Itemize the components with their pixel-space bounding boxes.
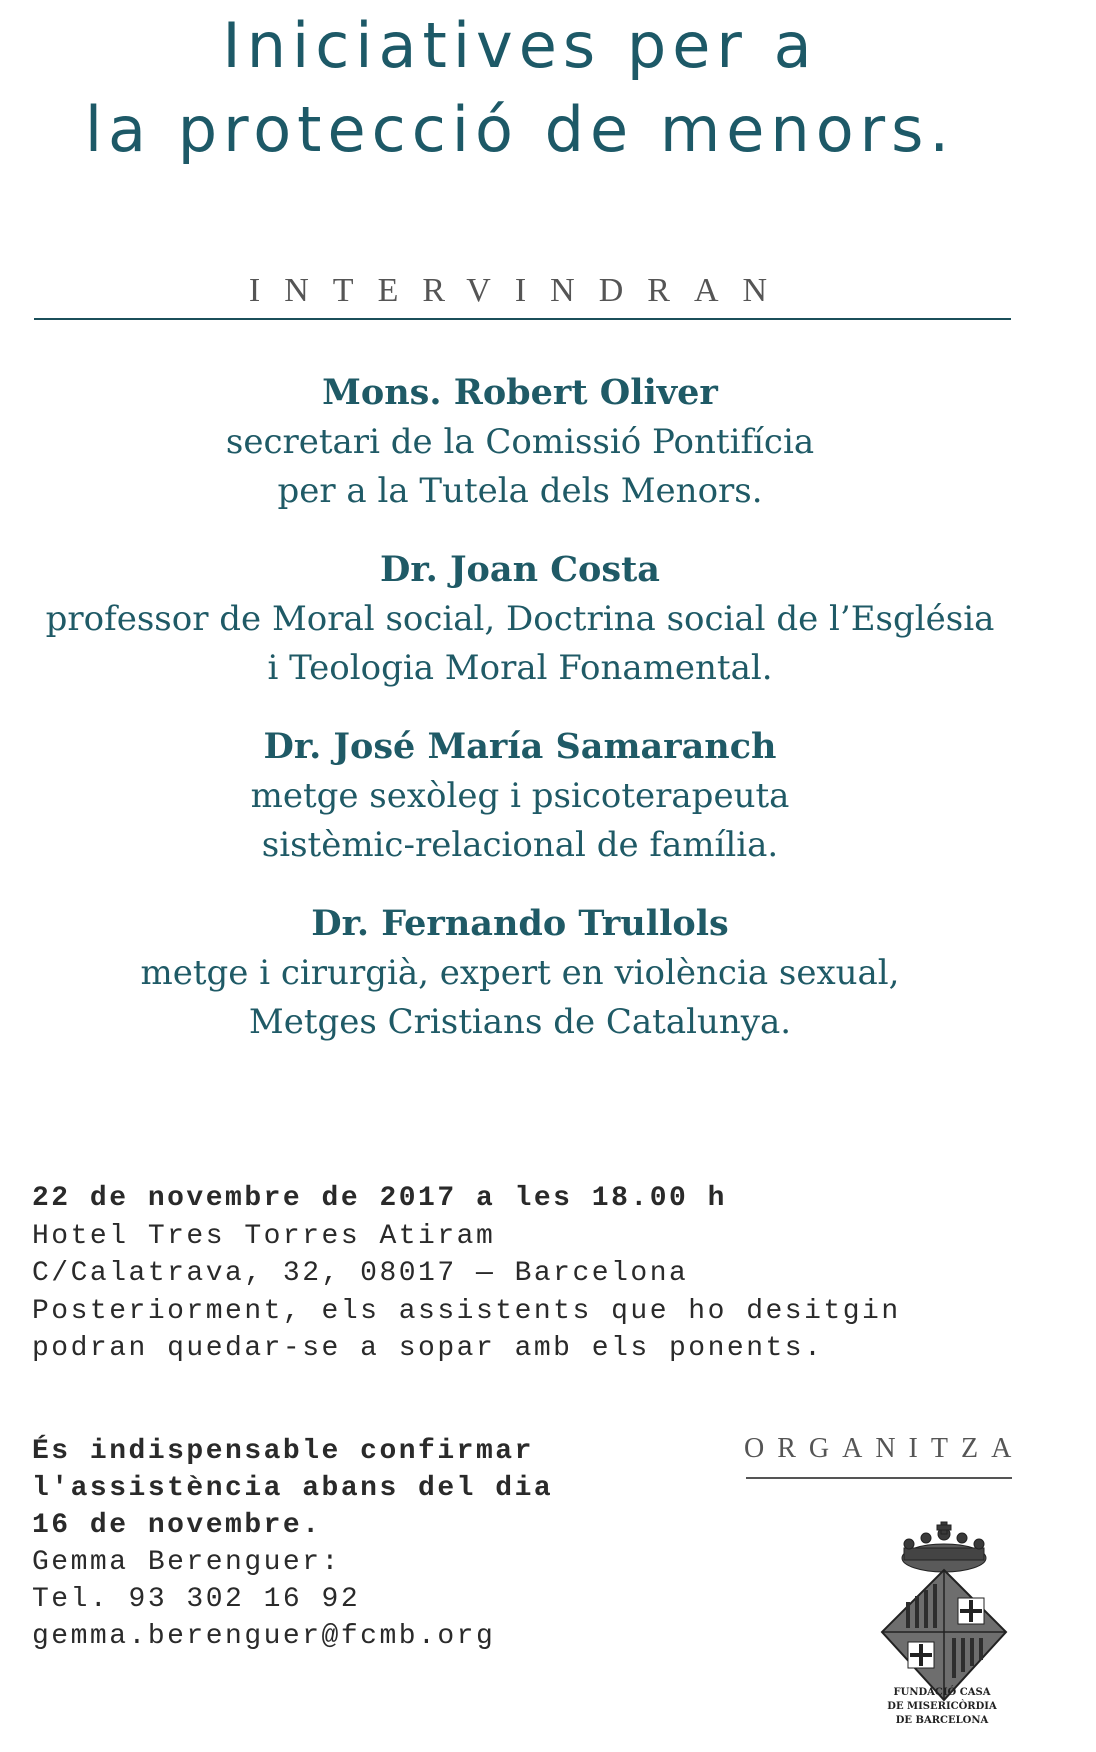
confirmation-deadline: 16 de novembre. — [32, 1510, 322, 1541]
speaker-name: Dr. José María Samaranch — [263, 726, 777, 767]
logo-wordmark — [868, 1686, 1016, 1728]
confirmation-block — [32, 1433, 553, 1655]
speaker-name: Dr. Joan Costa — [380, 549, 660, 590]
organizer-divider — [746, 1477, 1012, 1479]
title-line-1: Iniciatives per a — [222, 9, 818, 82]
section-divider — [34, 318, 1011, 320]
speaker-role-line: i Teologia Moral Fonamental. — [267, 648, 773, 688]
speaker-name: Mons. Robert Oliver — [322, 372, 718, 413]
event-date-time: 22 de novembre de 2017 a les 18.00 h — [32, 1183, 727, 1214]
contact-name: Gemma Berenguer: — [32, 1547, 341, 1578]
event-address: C/Calatrava, 32, 08017 — Barcelona — [32, 1258, 689, 1289]
confirmation-line: l'assistència abans del dia — [32, 1473, 554, 1504]
speakers-section-label: INTERVINDRAN — [248, 272, 792, 309]
contact-phone: Tel. 93 302 16 92 — [32, 1584, 361, 1615]
speaker-role-line: Metges Cristians de Catalunya. — [248, 1002, 792, 1042]
logo-text-line: FUNDACIÓ CASA — [893, 1687, 991, 1698]
speaker-robert-oliver — [0, 368, 1040, 516]
event-note-line: podran quedar-se a sopar amb els ponents. — [32, 1333, 824, 1364]
page-title — [0, 4, 1040, 172]
event-venue: Hotel Tres Torres Atiram — [32, 1220, 496, 1252]
title-line-2: la protecció de menors. — [84, 93, 956, 166]
speaker-role-line: metge i cirurgià, expert en violència sexual, — [140, 953, 900, 993]
speaker-role-line: professor de Moral social, Doctrina social de l’Església — [45, 599, 995, 639]
speaker-joan-costa — [0, 545, 1040, 693]
speaker-role-line: per a la Tutela dels Menors. — [277, 471, 763, 511]
logo-text-line: DE BARCELONA — [895, 1715, 989, 1726]
confirmation-line: És indispensable confirmar — [32, 1436, 534, 1467]
event-note-line: Posteriorment, els assistents que ho desitgin — [32, 1295, 901, 1327]
organizer-label: ORGANITZA — [744, 1433, 1025, 1464]
event-details — [32, 1180, 901, 1368]
logo-text-line: DE MISERICÒRDIA — [887, 1701, 997, 1712]
speaker-fernando-trullols — [0, 899, 1040, 1047]
speaker-name: Dr. Fernando Trullols — [311, 903, 729, 944]
speaker-role-line: secretari de la Comissió Pontifícia — [225, 422, 815, 462]
speaker-role-line: metge sexòleg i psicoterapeuta — [250, 776, 790, 816]
speaker-jose-maria-samaranch — [0, 722, 1040, 870]
speaker-role-line: sistèmic-relacional de família. — [261, 825, 779, 865]
contact-email: gemma.berenguer@fcmb.org — [32, 1621, 496, 1652]
